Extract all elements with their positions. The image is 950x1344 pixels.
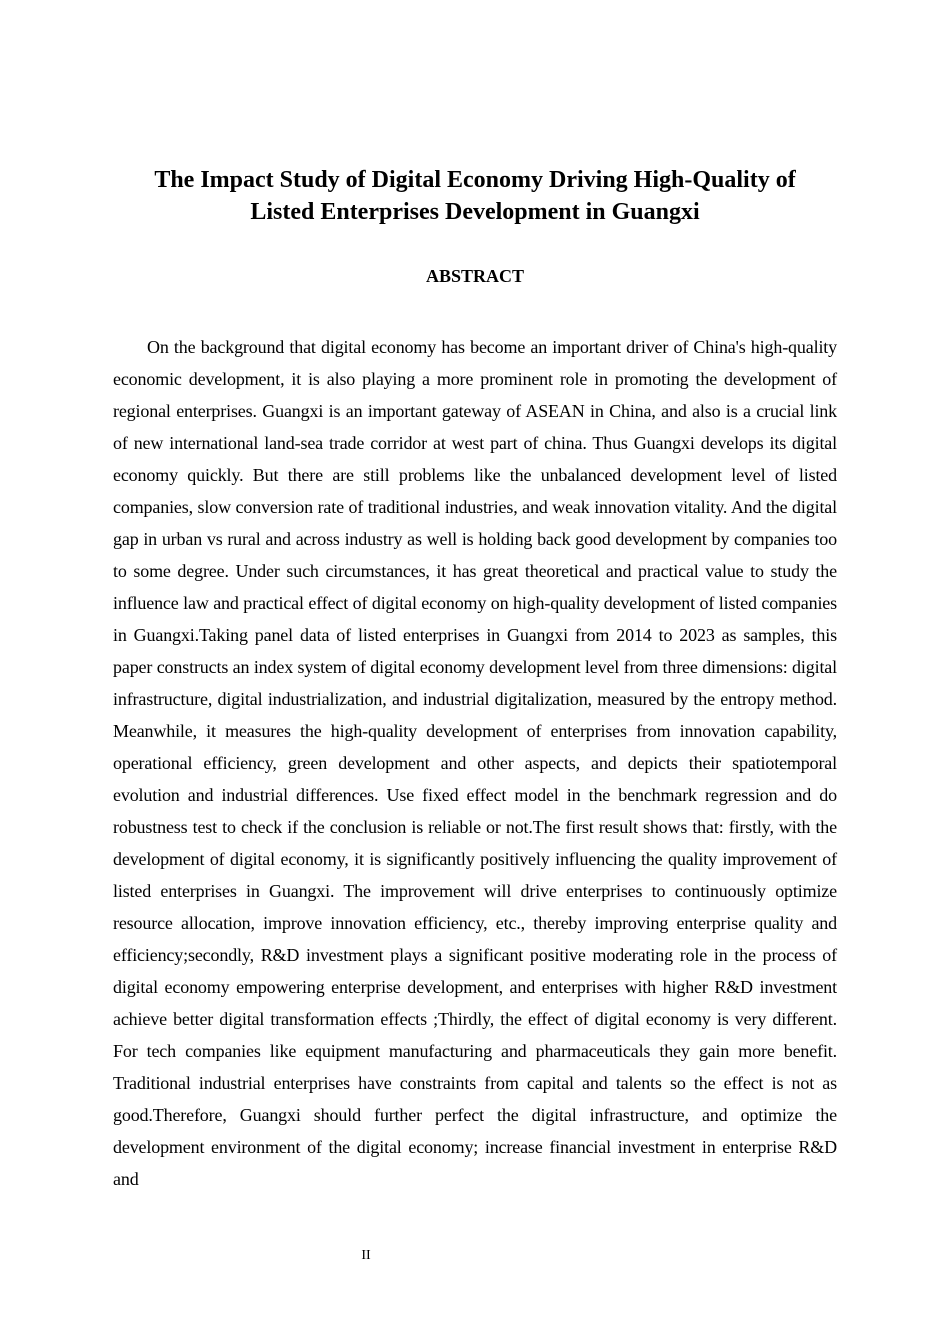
- abstract-heading: ABSTRACT: [425, 266, 525, 286]
- paper-title: [113, 164, 837, 228]
- paper-title-line-2: Listed Enterprises Development in Guangxi: [250, 199, 700, 225]
- page-number: II: [361, 1248, 371, 1263]
- abstract-body: On the background that digital economy has become an important driver of China's high-quality economic development, it is also playing a more prominent role in promoting the development of regional enterprises. Guangxi is an important gateway of ASEAN in China, and also is a crucial link of new international land-sea trade corridor at west part of china. Thus Guangxi develops its digital economy quickly. But there are still problems like the unbalanced development level of listed companies, slow conversion rate of traditional industries, and weak innovation vitality. And the digital gap in urban vs rural and across industry as well is holding back good development by companies too to some degree. Under such circumstances, it has great theoretical and practical value to study the influence law and practical effect of digital economy on high-quality development of listed companies in Guangxi.Taking panel data of listed enterprises in Guangxi from 2014 to 2023 as samples, this paper constructs an index system of digital economy development level from three dimensions: digital infrastructure, digital industrialization, and industrial digitalization, measured by the entropy method. Meanwhile, it measures the high-quality development of enterprises from innovation capability, operational efficiency, green development and other aspects, and depicts their spatiotemporal evolution and industrial differences. Use fixed effect model in the benchmark regression and do robustness test to check if the conclusion is reliable or not.The first result shows that: firstly, with the development of digital economy, it is significantly positively influencing the quality improvement of listed enterprises in Guangxi. The improvement will drive enterprises to continuously optimize resource allocation, improve innovation efficiency, etc., thereby improving enterprise quality and efficiency;secondly, R&D investment plays a significant positive moderating role in the process of digital economy empowering enterprise development, and enterprises with higher R&D investment achieve better digital transformation effects ;Thirdly, the effect of digital economy is very different. For tech companies like equipment manufacturing and pharmaceuticals they gain more benefit. Traditional industrial enterprises have constraints from capital and talents so the effect is not as good.Therefore, Guangxi should further perfect the digital infrastructure, and optimize the development environment of the digital economy; increase financial investment in enterprise R&D and: [113, 337, 837, 1189]
- paper-title-line-1: The Impact Study of Digital Economy Driving High-Quality of: [154, 167, 796, 193]
